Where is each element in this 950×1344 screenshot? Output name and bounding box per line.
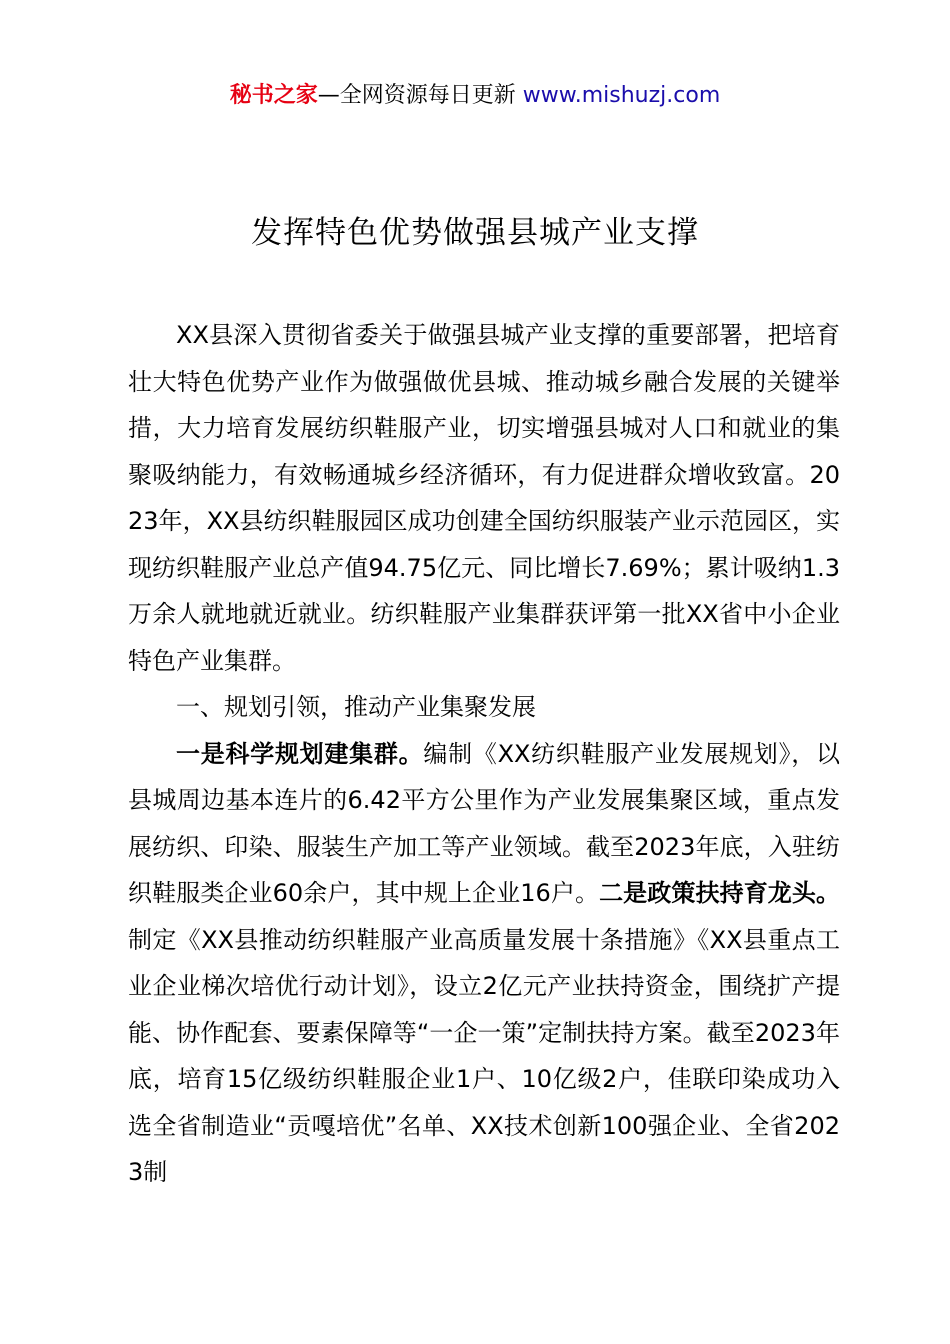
site-url-link[interactable]: www.mishuzj.com [522,83,721,108]
document-title: 发挥特色优势做强县城产业支撑 [251,215,699,251]
intro-paragraph: XX县深入贯彻省委关于做强县城产业支撑的重要部署，把培育壮大特色优势产业作为做强做优县城、推动城乡融合发展的关键举措，大力培育发展纺织鞋服产业，切实增强县城对人口和就业的集聚吸纳能力，有效畅通城乡经济循环，有力促进群众增收致富。2023年，XX县纺织鞋服园区成功创建全国纺织服装产业示范园区，实现纺织鞋服产业总产值94.75亿元、同比增长7.69%；累计吸纳1.3万余人就地就近就业。纺织鞋服产业集群获评第一批XX省中小企业特色产业集群。 [128,321,840,675]
point-1-body: 编制《XX纺织鞋服产业发展规划》，以县城周边基本连片的6.42平方公里作为产业发展集聚区域，重点发展纺织、印染、服装生产加工等产业领域。截至2023年底，入驻纺织鞋服类企业60余户，其中规上企业16户。 [128,739,841,907]
brand-slogan: —全网资源每日更新 [317,83,516,108]
brand-name: 秘书之家 [229,83,318,108]
point-2-lead: 二是政策扶持育龙头。 [599,879,841,907]
point-1-lead: 一是科学规划建集群。 [176,739,424,768]
document-body [128,312,840,1196]
section-1-paragraph [128,731,840,1196]
point-2-body: 制定《XX县推动纺织鞋服产业高质量发展十条措施》《XX县重点工业企业梯次培优行动计划》，设立2亿元产业扶持资金，围绕扩产提能、协作配套、要素保障等“一企一策”定制扶持方案。截至2023年底，培育15亿级纺织鞋服企业1户、10亿级2户，佳联印染成功入选全省制造业“贡嘎培优”名单、XX技术创新100强企业、全省2023制 [128,925,840,1186]
section-heading-1: 一、规划引领，推动产业集聚发展 [176,693,536,721]
site-banner [0,80,950,112]
